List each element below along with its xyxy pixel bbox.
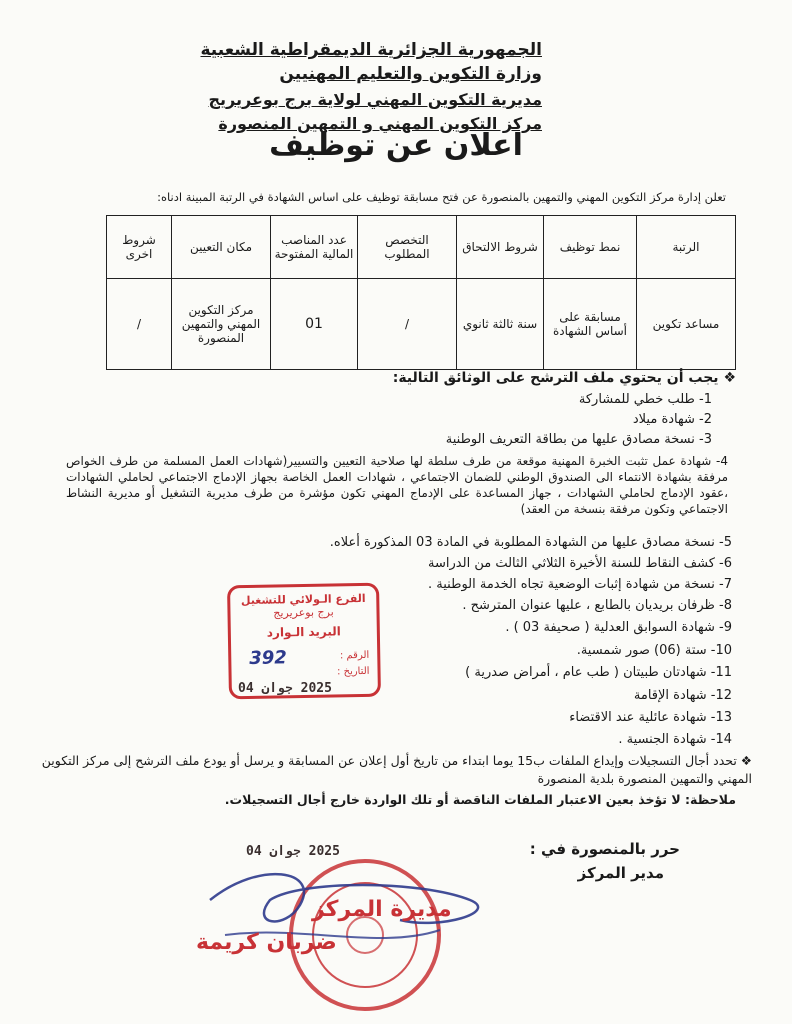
list-item: 11- شهادتان طبيتان ( طب عام ، أمراض صدرية ) bbox=[465, 665, 732, 680]
reg-stamp-number: 392 bbox=[249, 647, 288, 669]
docs-title: ❖ يجب أن يحتوي ملف الترشح على الوثائق التالية: bbox=[392, 370, 736, 386]
intro-text: تعلن إدارة مركز التكوين المهني والتمهين بالمنصورة عن فتح مسابقة توظيف على اساس الشهادة في الرتبة المبينة ادناه: bbox=[157, 190, 726, 204]
table-cell: سنة ثالثة ثانوي bbox=[457, 279, 544, 370]
director-stamp-name: ضربان كريمة bbox=[196, 930, 337, 955]
reg-stamp-date-label: التاريخ : bbox=[336, 665, 370, 678]
table-cell: / bbox=[358, 279, 457, 370]
table-header-cell: شروط اخرى bbox=[107, 216, 172, 279]
table-cell: مركز التكوين المهني والتمهين المنصورة bbox=[172, 279, 271, 370]
list-item: 2- شهادة ميلاد bbox=[632, 412, 712, 427]
reg-stamp-date: 2025 جوان 04 bbox=[238, 681, 332, 696]
list-item: 10- ستة (06) صور شمسية. bbox=[576, 643, 732, 658]
list-item: 3- نسخة مصادق عليها من بطاقة التعريف الوطنية bbox=[445, 432, 712, 447]
list-item: 9- شهادة السوابق العدلية ( صحيفة 03 ) . bbox=[505, 620, 732, 635]
table-header-cell: التخصص المطلوب bbox=[358, 216, 457, 279]
list-item: 7- نسخة من شهادة إثبات الوضعية تجاه الخدمة الوطنية . bbox=[428, 577, 732, 592]
reg-stamp-line3: البريد الـوارد bbox=[266, 624, 341, 640]
header-republic: الجمهورية الجزائرية الديمقراطية الشعبية bbox=[200, 40, 542, 60]
list-item: 8- ظرفان بريديان بالطابع ، عليها عنوان المترشح . bbox=[462, 598, 732, 613]
table-header-cell: الرتبة bbox=[637, 216, 736, 279]
page-title: اعلان عن توظيف bbox=[269, 128, 523, 163]
table-cell: / bbox=[107, 279, 172, 370]
list-item: 5- نسخة مصادق عليها من الشهادة المطلوبة في المادة 03 المذكورة أعلاه. bbox=[329, 535, 732, 550]
header-ministry: وزارة التكوين والتعليم المهنيين bbox=[279, 64, 542, 84]
reg-stamp-line2: برج بوعريريج bbox=[273, 605, 334, 620]
header-directorate: مديرية التكوين المهني لولاية برج بوعريريج bbox=[208, 90, 542, 109]
table-header-cell: نمط توظيف bbox=[544, 216, 637, 279]
list-item: 4- شهادة عمل تثبت الخبرة المهنية موقعة من طرف سلطة لها صلاحية التعيين والتسيير(شهادات العمل المسلمة من طرف الخواص مرفقة بشهادة الانتماء الى الصندوق الوطني للضمان الاجتماعي ، شهادات العمل الخاصة بجهاز الإدماج الاجتماعي لحاملي الشهادات ،عقود الإدماج لحاملي الشهادات ، جهاز المساعدة على الإدماج المهني تكون مؤشرة من طرف مديرية التشغيل أو مديرية النشاط الاجتماعي وتكون مرفقة بنسخة من العقد) bbox=[66, 454, 728, 516]
reg-stamp-number-label: الرقم : bbox=[339, 649, 370, 662]
list-item: 1- طلب خطي للمشاركة bbox=[578, 392, 712, 407]
table-header-cell: عدد المناصب المالية المفتوحة bbox=[271, 216, 358, 279]
list-item: 13- شهادة عائلية عند الاقتضاء bbox=[569, 710, 732, 725]
deadline-note: ❖ تحدد أجال التسجيلات وإيداع الملفات ب15 يوما ابتداء من تاريخ أول إعلان عن المسابقة و يرسل أو يودع ملف الترشح إلى مركز التكوين المهني والتمهين المنصورة بلدية المنصورة bbox=[41, 753, 752, 786]
signature-place: حرر بالمنصورة في : bbox=[529, 840, 680, 858]
signature-date: 2025 جوان 04 bbox=[246, 844, 340, 859]
table-cell: مساعد تكوين bbox=[637, 279, 736, 370]
list-item: 14- شهادة الجنسية . bbox=[618, 732, 732, 747]
list-item: 6- كشف النقاط للسنة الأخيرة الثلاثي الثالث من الدراسة bbox=[428, 556, 732, 571]
table-cell: 01 bbox=[271, 279, 358, 370]
table-cell: مسابقة على أساس الشهادة bbox=[544, 279, 637, 370]
signature-role: مدير المركز bbox=[577, 864, 664, 882]
table-header-cell: شروط الالتحاق bbox=[457, 216, 544, 279]
table-header-cell: مكان التعيين bbox=[172, 216, 271, 279]
list-item: 12- شهادة الإقامة bbox=[633, 688, 732, 703]
director-stamp-title: مديرة المركز bbox=[312, 897, 452, 922]
remark-note: ملاحظة: لا تؤخذ بعين الاعتبار الملفات الناقصة أو تلك الواردة خارج أجال التسجيلات. bbox=[224, 792, 736, 807]
header-center: مركز التكوين المهني و التمهين المنصورة bbox=[218, 114, 542, 133]
reg-stamp-line1: الفرع الـولائي للتشغيل bbox=[240, 591, 366, 608]
